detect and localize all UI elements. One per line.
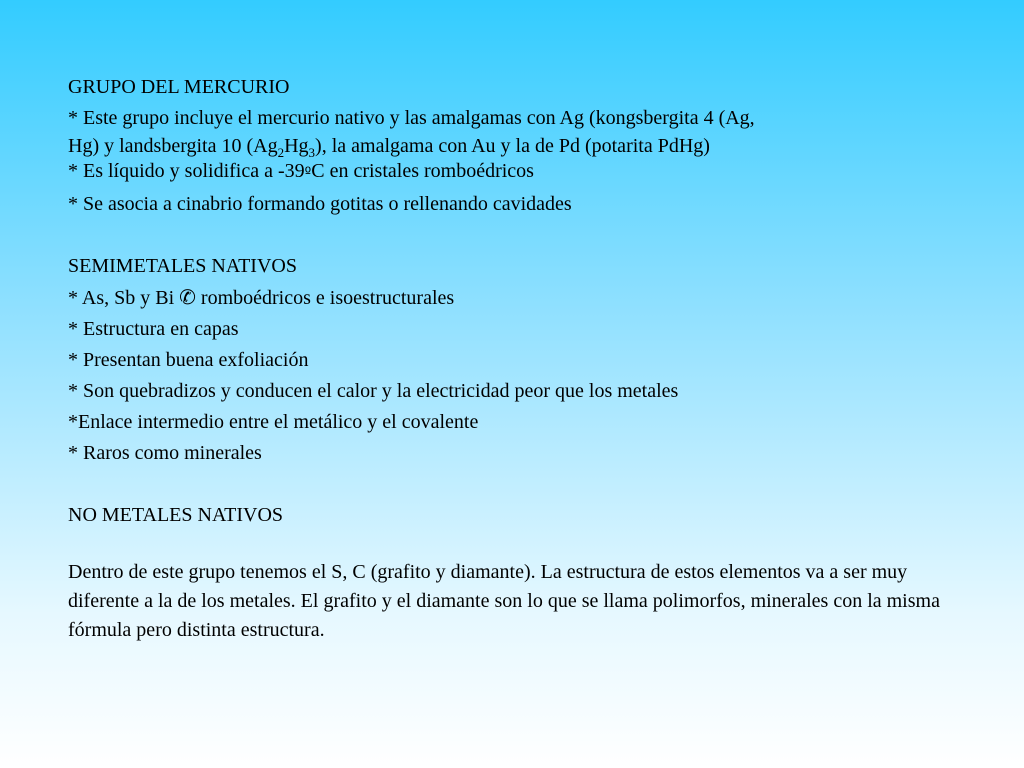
section-title-semimetales: SEMIMETALES NATIVOS (68, 255, 297, 277)
spacer (68, 220, 978, 251)
semimetales-bullet-5: *Enlace intermedio entre el metálico y el covalente (68, 411, 479, 433)
semimetales-bullet-3: * Presentan buena exfoliación (68, 349, 309, 371)
section-title-mercurio: GRUPO DEL MERCURIO (68, 76, 290, 98)
text-fragment: * As, Sb y Bi (68, 287, 180, 309)
mercurio-bullet-1: * Este grupo incluye el mercurio nativo y las amalgamas con Ag (kongsbergita 4 (Ag, (68, 107, 755, 129)
no-metales-paragraph: Dentro de este grupo tenemos el S, C (grafito y diamante). La estructura de estos elementos va a ser muy diferente a la de los metales. El grafito y el diamante son lo que se llama polimorfos, minerales con la misma fórmula pero distinta estructura. (68, 561, 940, 641)
spacer (68, 531, 978, 558)
semimetales-bullet-2: * Estructura en capas (68, 318, 239, 340)
subscript: 3 (308, 145, 316, 160)
telephone-symbol-icon: ✆ (179, 285, 196, 309)
semimetales-bullet-6: * Raros como minerales (68, 442, 262, 464)
degree-symbol-icon: º (304, 165, 312, 181)
mercurio-bullet-1-continuation (68, 134, 978, 159)
section-title-no-metales: NO METALES NATIVOS (68, 504, 284, 526)
text-fragment: ), la amalgama con Au y la de Pd (potarita PdHg) (315, 135, 710, 157)
text-fragment: C en cristales romboédricos (311, 160, 534, 182)
subscript: 2 (277, 145, 285, 160)
text-fragment: Hg (284, 135, 309, 157)
semimetales-bullet-4: * Son quebradizos y conducen el calor y la electricidad peor que los metales (68, 380, 679, 402)
spacer (68, 469, 978, 500)
text-fragment: * Es líquido y solidifica a -39 (68, 160, 305, 182)
text-fragment: Hg) y landsbergita 10 (Ag (68, 135, 278, 157)
mercurio-bullet-2 (68, 159, 978, 186)
mercurio-bullet-3: * Se asocia a cinabrio formando gotitas o rellenando cavidades (68, 193, 572, 215)
slide-content (68, 72, 978, 645)
semimetales-bullet-1 (68, 282, 978, 314)
text-fragment: romboédricos e isoestructurales (195, 287, 455, 309)
